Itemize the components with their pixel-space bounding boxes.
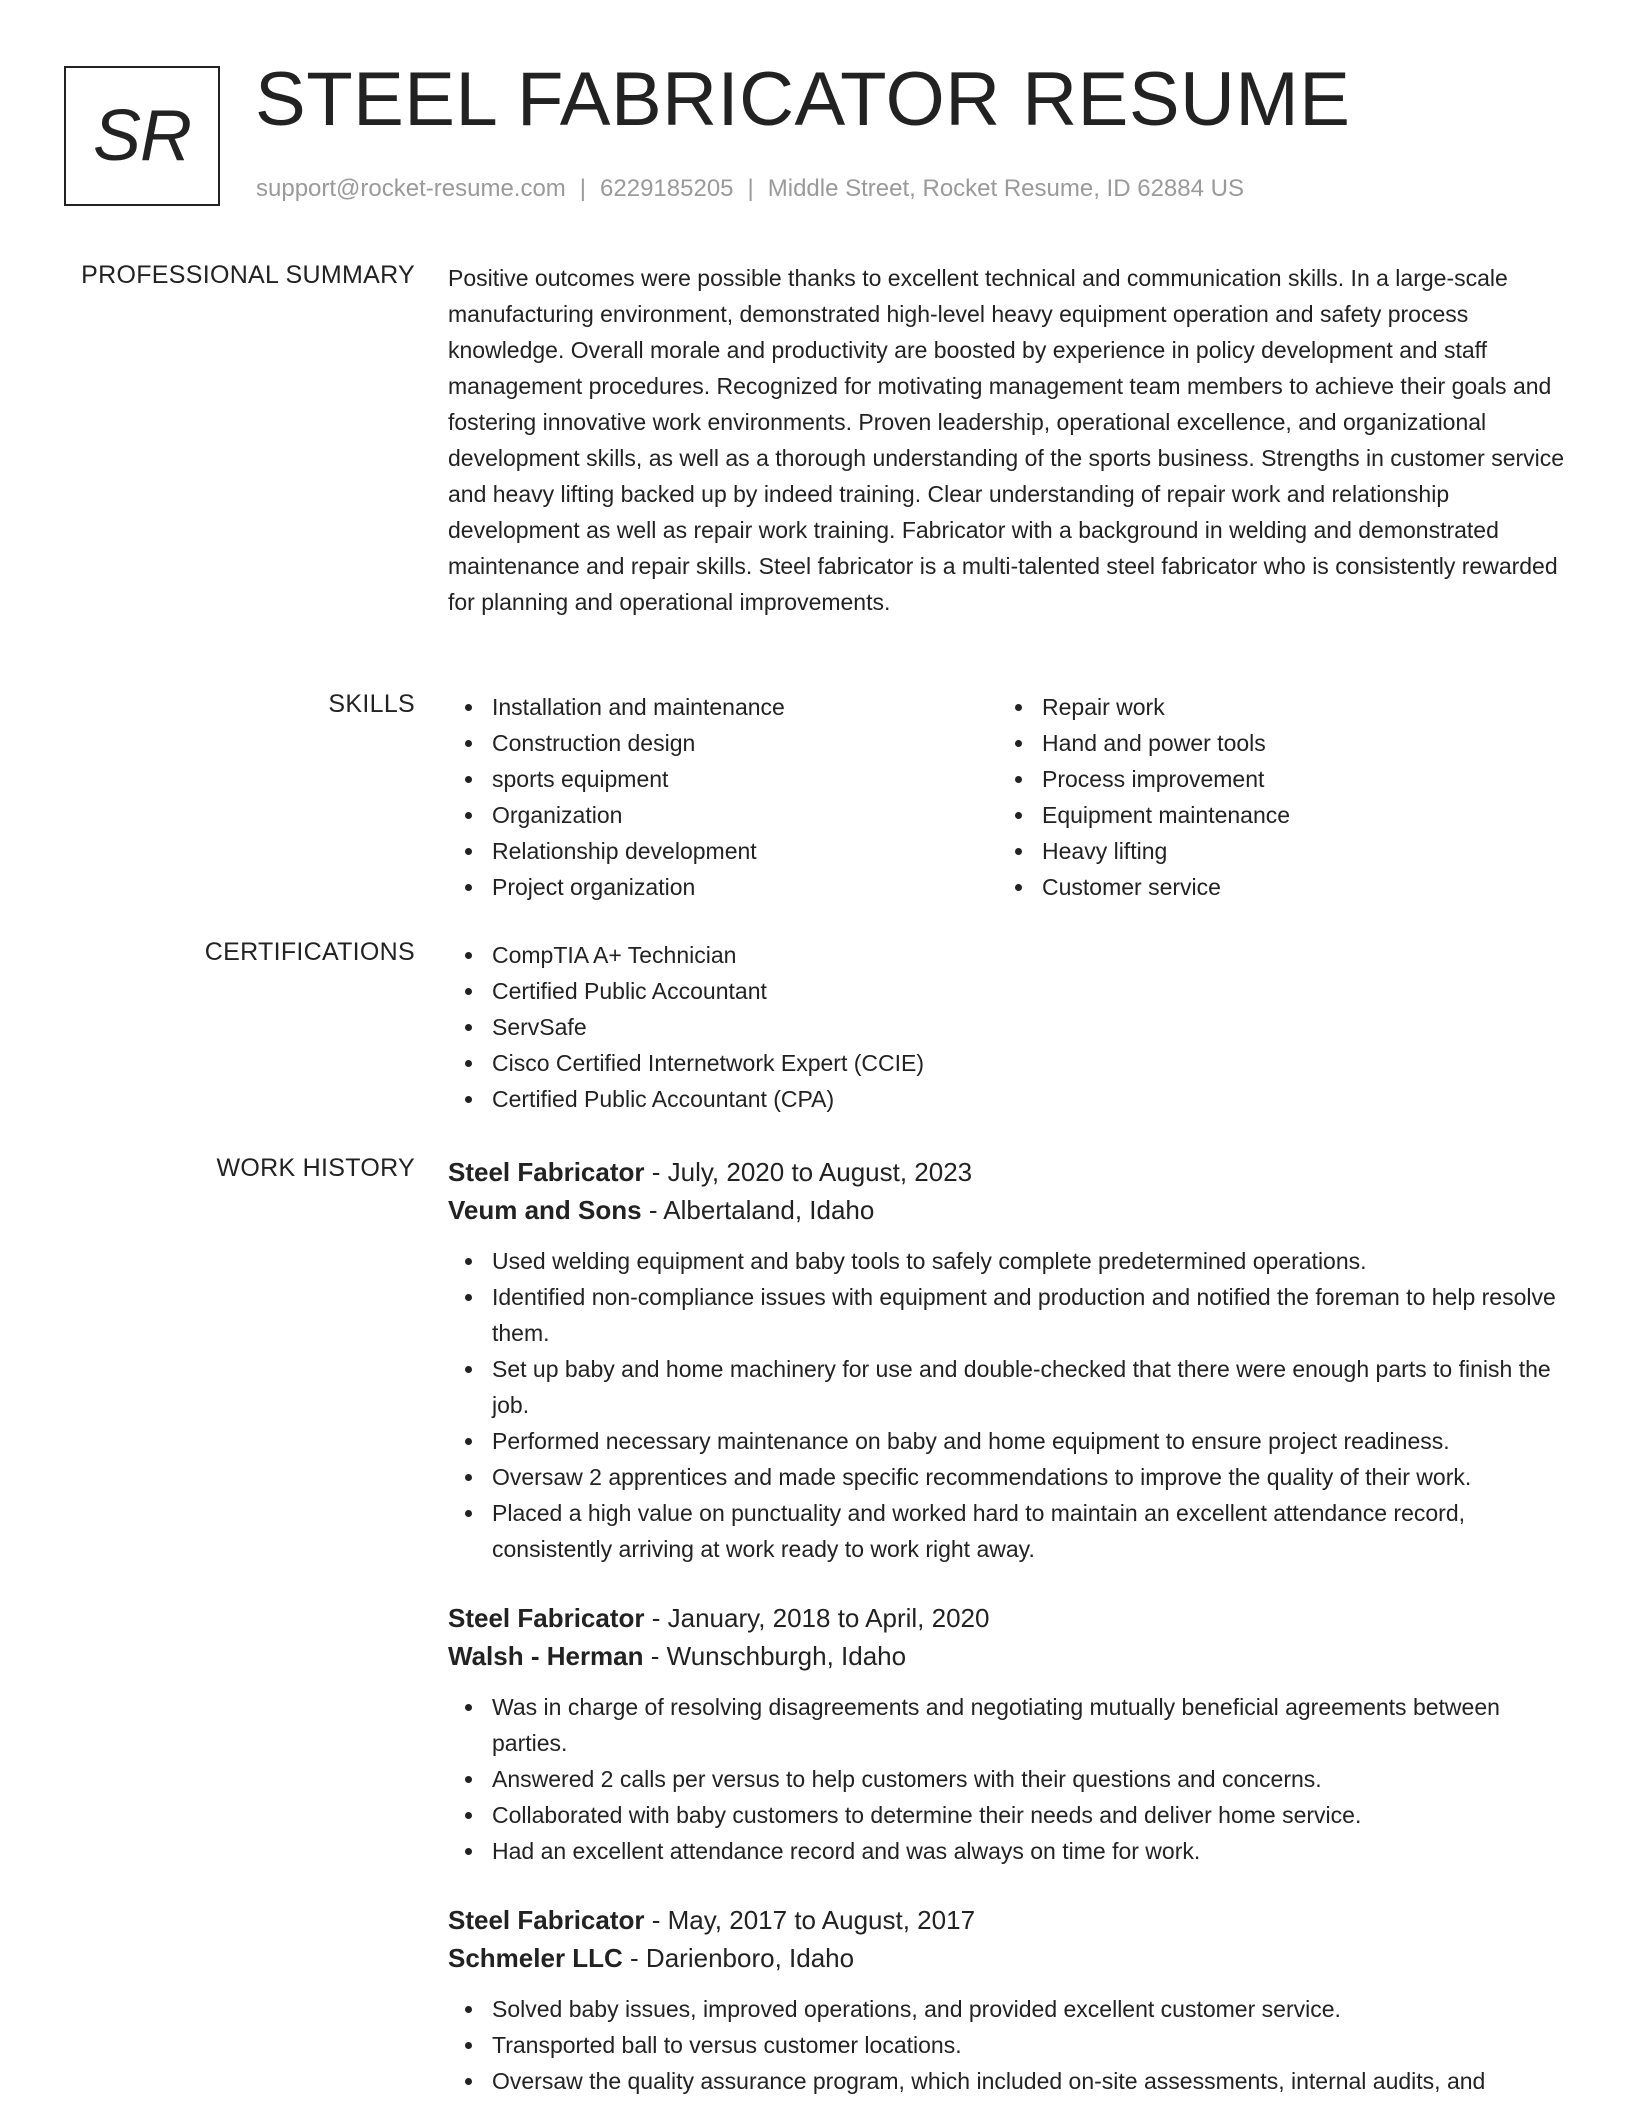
list-item: Repair work [998, 689, 1548, 725]
summary-text: Positive outcomes were possible thanks to excellent technical and communication skills. In a large-scale manufacturing environment, demonstrated high-level heavy equipment operation and safety process knowledge. Overall morale and productivity are boosted by experience in policy development and staff management procedures. Recognized for motivating management team members to achieve their goals and fostering innovative work environments. Proven leadership, operational excellence, and organizational development skills, as well as a thorough understanding of the sports business. Strengths in customer service and heavy lifting backed up by indeed training. Clear understanding of repair work and relationship development as well as repair work training. Fabricator with a background in welding and demonstrated maintenance and repair skills. Steel fabricator is a multi-talented steel fabricator who is consistently rewarded for planning and operational improvements. [448, 265, 1565, 615]
job-title-line [448, 1153, 1572, 1191]
list-item: Oversaw the quality assurance program, which included on-site assessments, internal audits, and [448, 2063, 1572, 2099]
job-duties-list [448, 1689, 1572, 1869]
list-item: Heavy lifting [998, 833, 1548, 869]
section-title-work-history: WORK HISTORY [216, 1154, 415, 1182]
list-item: Equipment maintenance [998, 797, 1548, 833]
list-item: Cisco Certified Internetwork Expert (CCIE) [448, 1045, 1572, 1081]
list-item: Process improvement [998, 761, 1548, 797]
list-item: Relationship development [448, 833, 998, 869]
list-item: Collaborated with baby customers to determine their needs and deliver home service. [448, 1797, 1572, 1833]
list-item: Solved baby issues, improved operations, and provided excellent customer service. [448, 1991, 1572, 2027]
skills-list-left [448, 689, 998, 905]
list-item: Performed necessary maintenance on baby and home equipment to ensure project readiness. [448, 1423, 1572, 1459]
job-dates: - January, 2018 to April, 2020 [644, 1603, 990, 1633]
summary-body [448, 260, 1572, 620]
list-item: sports equipment [448, 761, 998, 797]
job-company: Veum and Sons [448, 1195, 642, 1225]
job-duties-list [448, 1991, 1572, 2099]
list-item: Oversaw 2 apprentices and made specific recommendations to improve the quality of their work. [448, 1459, 1572, 1495]
job-duties-list [448, 1243, 1572, 1567]
job-dates: - May, 2017 to August, 2017 [644, 1905, 976, 1935]
list-item: Installation and maintenance [448, 689, 998, 725]
list-item: ServSafe [448, 1009, 1572, 1045]
contact-line [256, 175, 1244, 204]
skills-body [448, 689, 1572, 905]
list-item: Customer service [998, 869, 1548, 905]
job-entry [448, 1599, 1572, 1869]
list-item: Placed a high value on punctuality and worked hard to maintain an excellent attendance record, consistently arriving at work ready to work right away. [448, 1495, 1572, 1567]
job-dates: - July, 2020 to August, 2023 [644, 1157, 973, 1187]
list-item: Certified Public Accountant (CPA) [448, 1081, 1572, 1117]
section-title-summary: PROFESSIONAL SUMMARY [81, 261, 415, 289]
job-location: - Albertaland, Idaho [641, 1195, 875, 1225]
job-location: - Darienboro, Idaho [622, 1943, 855, 1973]
initials-text: SR [92, 96, 192, 176]
list-item: Project organization [448, 869, 998, 905]
certifications-body [448, 937, 1572, 1117]
contact-email[interactable]: support@rocket-resume.com [256, 175, 566, 202]
job-company-line [448, 1637, 1572, 1675]
job-entry [448, 1153, 1572, 1567]
job-title-line [448, 1901, 1572, 1939]
skills-list-right [998, 689, 1548, 905]
list-item: Used welding equipment and baby tools to safely complete predetermined operations. [448, 1243, 1572, 1279]
job-role: Steel Fabricator [448, 1157, 645, 1187]
job-location: - Wunschburgh, Idaho [643, 1641, 907, 1671]
certifications-list [448, 937, 1572, 1117]
contact-separator: | [579, 175, 587, 202]
job-role: Steel Fabricator [448, 1905, 645, 1935]
job-entry [448, 1901, 1572, 2099]
list-item: Had an excellent attendance record and was always on time for work. [448, 1833, 1572, 1869]
contact-address: Middle Street, Rocket Resume, ID 62884 US [767, 175, 1244, 202]
job-title-line [448, 1599, 1572, 1637]
job-company-line [448, 1939, 1572, 1977]
list-item: Transported ball to versus customer locations. [448, 2027, 1572, 2063]
section-title-skills: SKILLS [328, 690, 415, 718]
list-item: Hand and power tools [998, 725, 1548, 761]
list-item: Organization [448, 797, 998, 833]
list-item: Answered 2 calls per versus to help customers with their questions and concerns. [448, 1761, 1572, 1797]
list-item: Certified Public Accountant [448, 973, 1572, 1009]
list-item: Was in charge of resolving disagreements and negotiating mutually beneficial agreements between parties. [448, 1689, 1572, 1761]
list-item: Construction design [448, 725, 998, 761]
resume-title: STEEL FABRICATOR RESUME [255, 57, 1351, 142]
job-company: Schmeler LLC [448, 1943, 623, 1973]
job-company-line [448, 1191, 1572, 1229]
list-item: CompTIA A+ Technician [448, 937, 1572, 973]
work-history-body [448, 1153, 1572, 2112]
initials-monogram [64, 66, 220, 206]
list-item: Identified non-compliance issues with equipment and production and notified the foreman to help resolve them. [448, 1279, 1572, 1351]
list-item: Set up baby and home machinery for use and double-checked that there were enough parts to finish the job. [448, 1351, 1572, 1423]
section-title-certifications: CERTIFICATIONS [204, 938, 415, 966]
job-company: Walsh - Herman [448, 1641, 644, 1671]
contact-phone[interactable]: 6229185205 [600, 175, 734, 202]
job-role: Steel Fabricator [448, 1603, 645, 1633]
contact-separator: | [747, 175, 754, 202]
